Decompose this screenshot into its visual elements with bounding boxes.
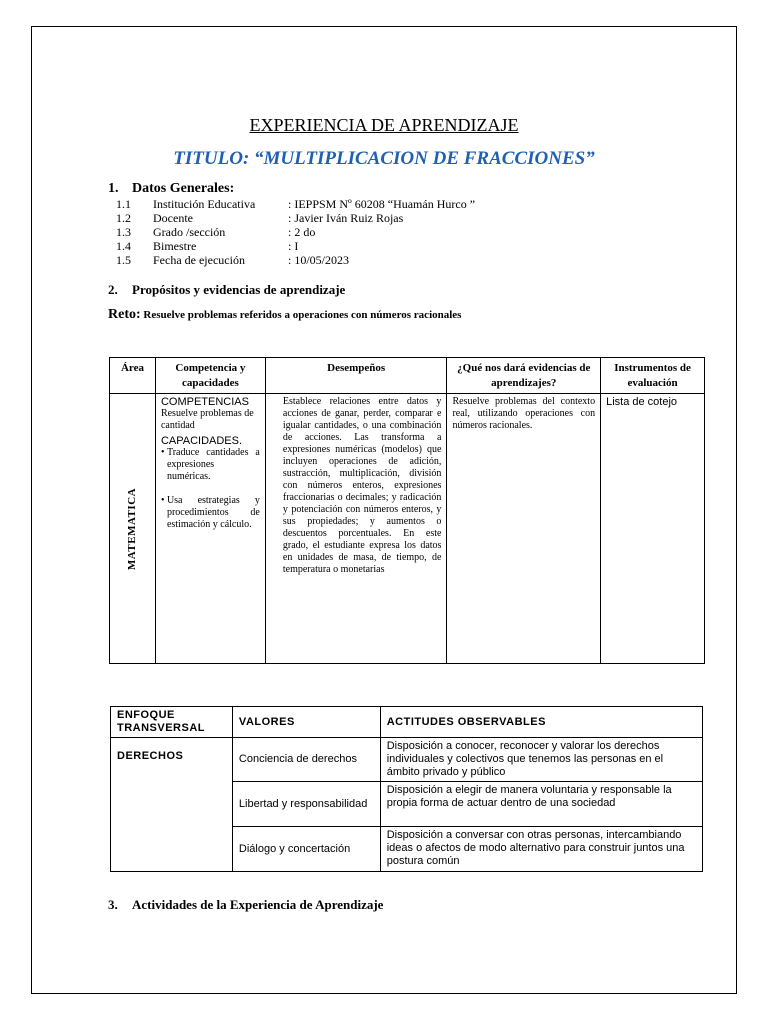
section-3-number: 3.: [108, 897, 118, 912]
header-instrumentos: Instrumentos de evaluación: [601, 358, 705, 394]
general-data-row: 1.1 Institución Educativa : IEPPSM Nº 60208 “Huamán Hurco ”: [116, 197, 476, 211]
section-2-number: 2.: [108, 282, 118, 297]
section-1-number: 1.: [108, 181, 119, 196]
section-3-heading: [108, 897, 383, 913]
actitud-cell: Disposición a elegir de manera voluntaria y responsable la propia forma de actuar dentro de una sociedad: [380, 782, 702, 827]
competencia-cell: [155, 394, 265, 664]
competencies-table: [109, 357, 705, 664]
header-actitudes: ACTITUDES OBSERVABLES: [380, 707, 702, 738]
header-area: Área: [110, 358, 156, 394]
section-1-title: Datos Generales:: [132, 181, 235, 196]
capacidad-item: • Traduce cantidades a expresiones numéricas.: [160, 447, 260, 482]
header-enfoque: ENFOQUE TRANSVERSAL: [111, 707, 233, 738]
competencia-text: Resuelve problemas de cantidad: [160, 408, 254, 431]
desempenos-cell: Establece relaciones entre datos y acciones de ganar, perder, comparar e igualar cantidades, o una combinación de acciones. Las transforma a expresiones numéricas (modelos) que incluyen operaciones de adición, sustracción, multiplicación, división con números enteros, expresiones fraccionarias o decimales; y radicación y potenciación con números enteros, y sus propiedades; y aumentos o descuentos porcentuales. En este grado, el estudiante expresa los datos en unidades de masa, de tiempo, de temperatura o monetarias: [265, 394, 447, 664]
section-1-heading: [108, 181, 234, 197]
instrumentos-cell: Lista de cotejo: [601, 394, 705, 664]
section-2-title: Propósitos y evidencias de aprendizaje: [132, 282, 346, 297]
reto-text: Resuelve problemas referidos a operaciones con números racionales: [140, 309, 462, 321]
general-data-row: 1.2 Docente : Javier Iván Ruiz Rojas: [116, 211, 404, 225]
evidencias-cell: Resuelve problemas del contexto real, utilizando operaciones con números racionales.: [447, 394, 601, 664]
enfoque-cell: DERECHOS: [111, 738, 233, 872]
header-competencia: Competencia y capacidades: [155, 358, 265, 394]
reto-label: Reto:: [108, 307, 141, 322]
document-subtitle: TITULO: “MULTIPLICACION DE FRACCIONES”: [173, 148, 595, 169]
general-data-row: 1.3 Grado /sección : 2 do: [116, 225, 316, 239]
transversal-table: [110, 706, 703, 872]
general-data-list: [116, 197, 475, 267]
header-valores: VALORES: [232, 707, 380, 738]
header-desempenos: Desempeños: [265, 358, 447, 394]
valor-cell: Conciencia de derechos: [232, 738, 380, 782]
reto-line: [108, 307, 461, 323]
general-data-row: 1.5 Fecha de ejecución : 10/05/2023: [116, 253, 350, 267]
general-data-row: 1.4 Bimestre : I: [116, 239, 299, 253]
actitud-cell: Disposición a conocer, reconocer y valorar los derechos individuales y colectivos que tenemos las personas en el ámbito privado y público: [380, 738, 702, 782]
valor-cell: Diálogo y concertación: [232, 827, 380, 872]
section-2-heading: [108, 282, 345, 298]
area-label: MATEMATICA: [126, 487, 139, 570]
competencias-label: COMPETENCIAS: [160, 396, 249, 408]
header-evidencias: ¿Qué nos dará evidencias de aprendizajes?: [447, 358, 601, 394]
capacidad-item: • Usa estrategias y procedimientos de estimación y cálculo.: [160, 495, 260, 530]
area-cell: [110, 394, 156, 664]
valor-cell: Libertad y responsabilidad: [232, 782, 380, 827]
actitud-cell: Disposición a conversar con otras personas, intercambiando ideas o afectos de modo alternativo para construir juntos una postura común: [380, 827, 702, 872]
capacidades-label: CAPACIDADES.: [160, 435, 243, 447]
document-title: EXPERIENCIA DE APRENDIZAJE: [249, 115, 519, 135]
section-3-title: Actividades de la Experiencia de Aprendizaje: [132, 897, 384, 912]
